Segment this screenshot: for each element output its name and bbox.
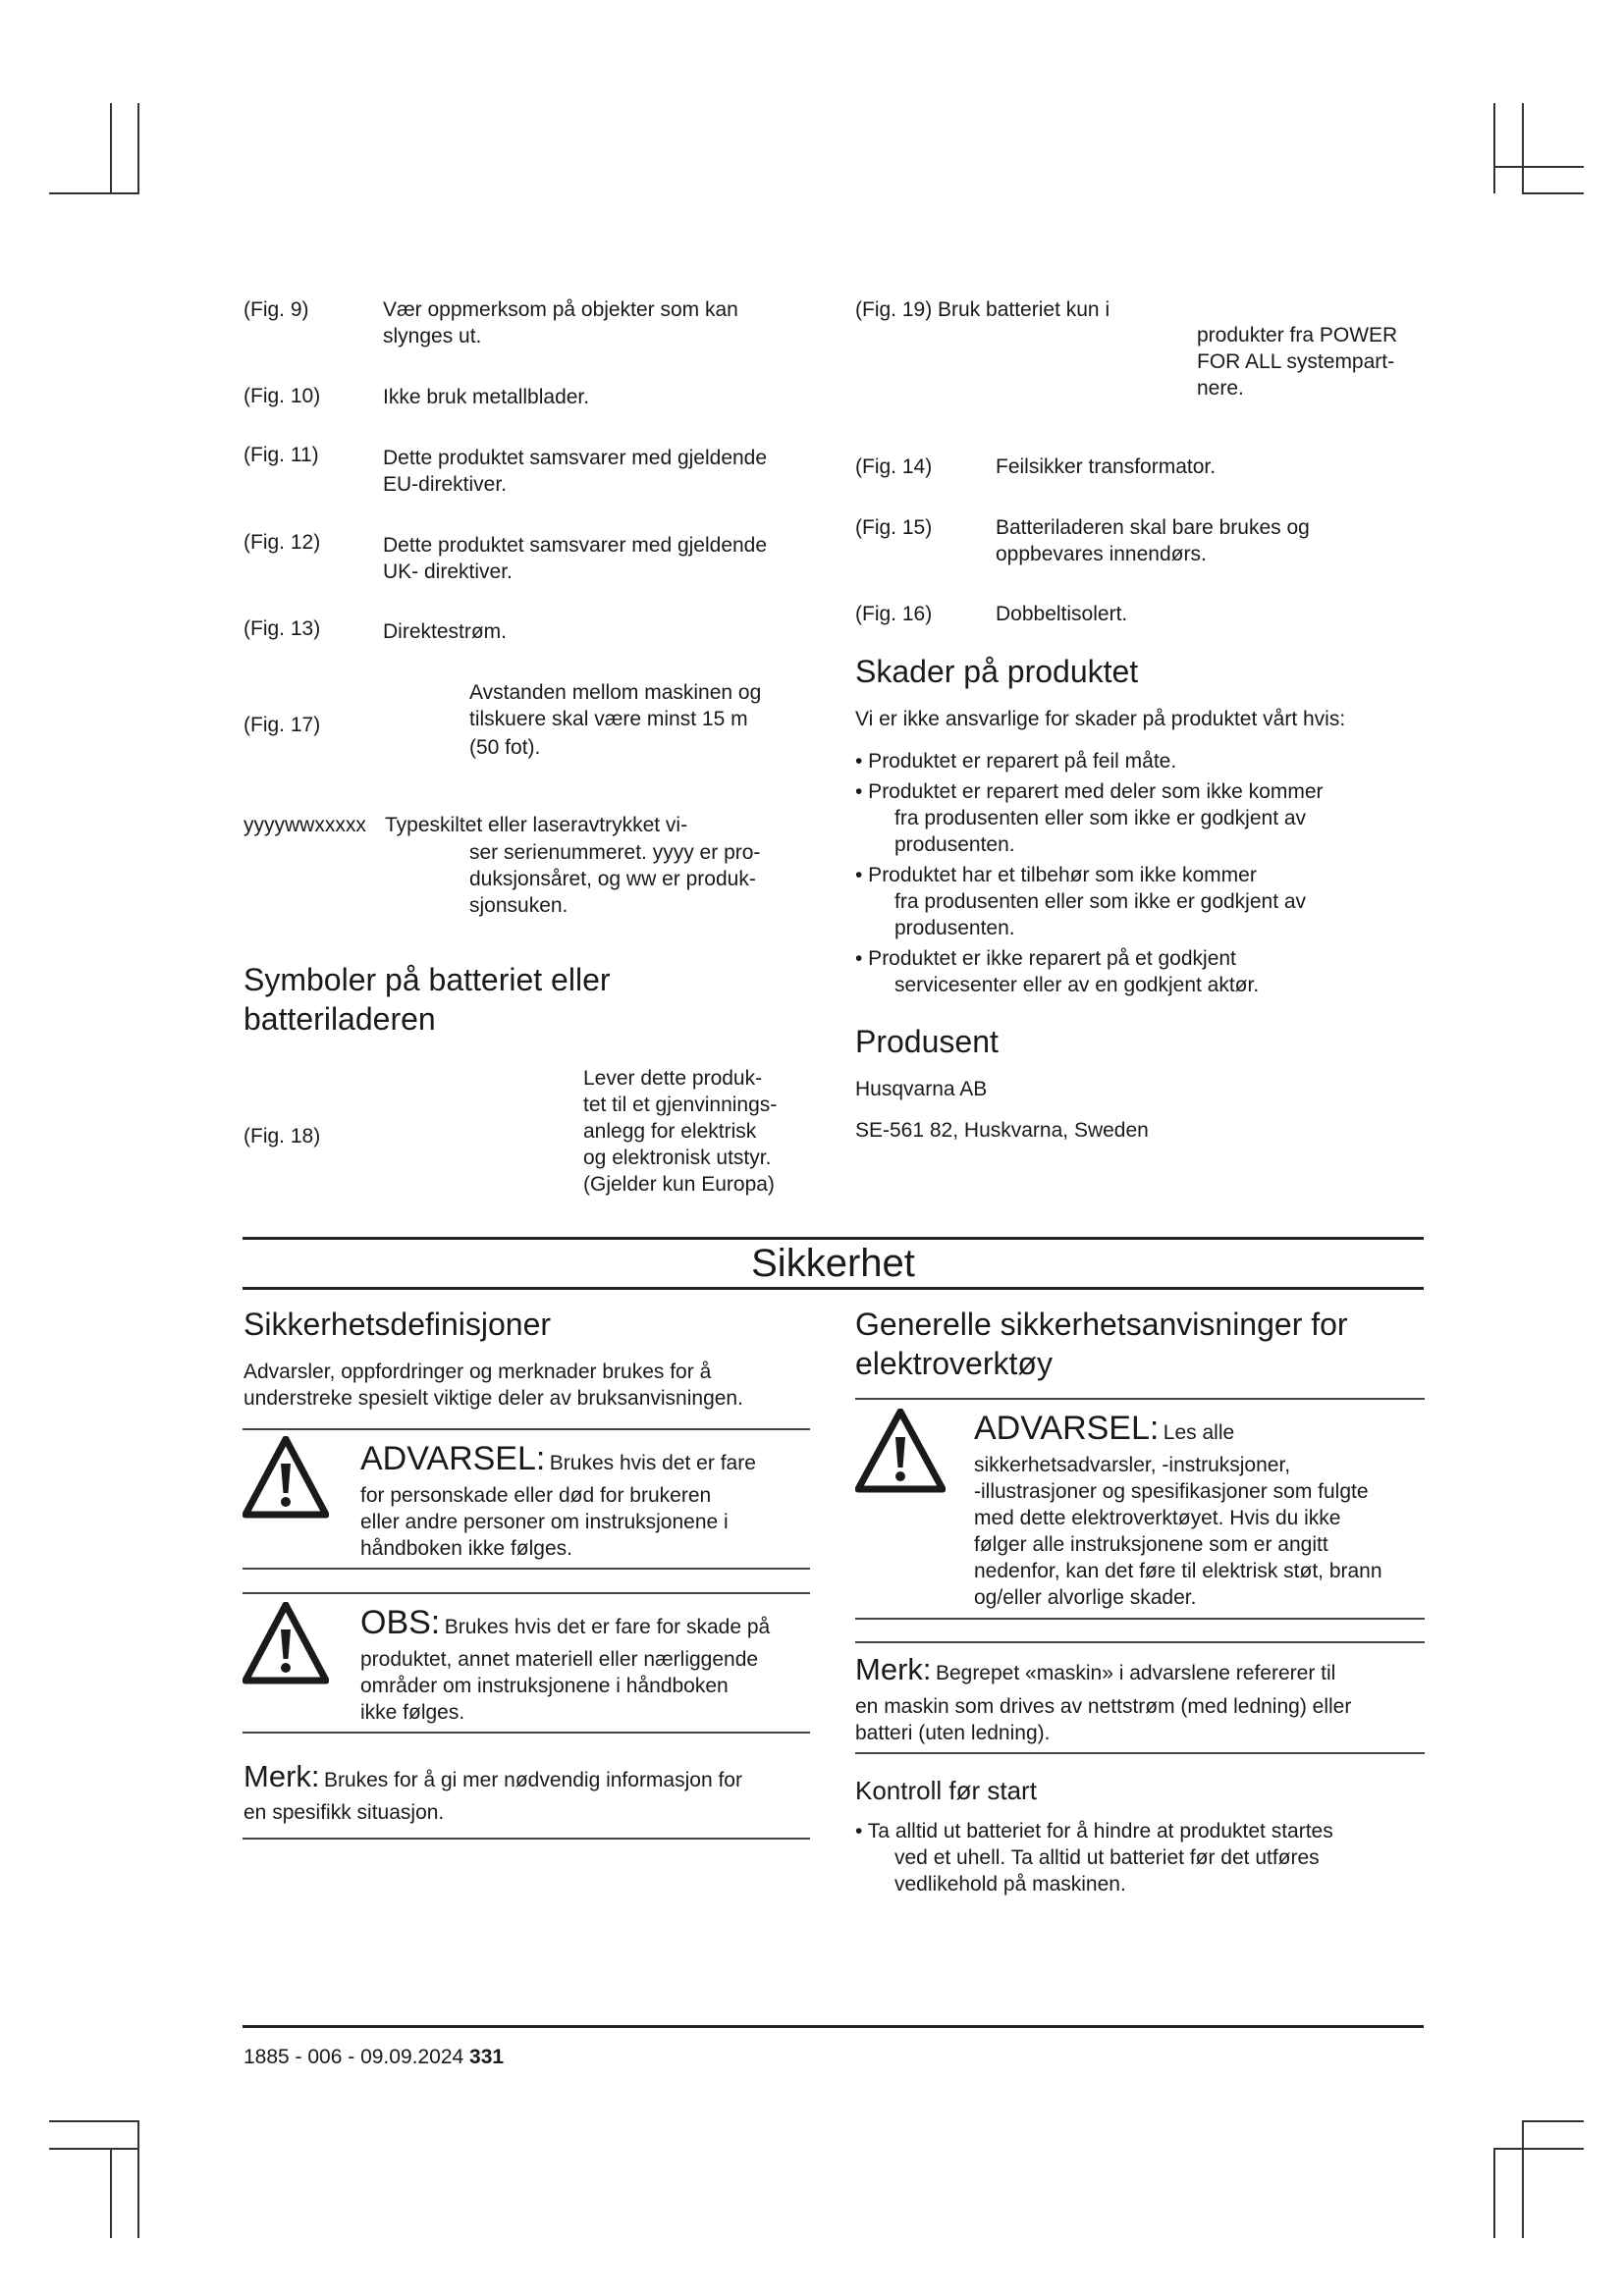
- list-item: • Produktet er reparert med deler som ikke kommer fra produsenten eller som ikke er godkjent av produsenten.: [855, 780, 1324, 856]
- safety-definitions-intro: Advarsler, oppfordringer og merknader brukes for å understreke spesielt viktige deler av bruksanvisningen.: [244, 1361, 743, 1410]
- crop-mark: [49, 192, 139, 194]
- fig-18-label: (Fig. 18): [244, 1125, 321, 1148]
- merk-block-right: Merk: Begrepet «maskin» i advarslene refererer til en maskin som drives av nettstrøm (med ledning) eller batteri (uten ledning).: [855, 1652, 1352, 1744]
- warning-block-left: ADVARSEL: Brukes hvis det er fare for personskade eller død for brukeren eller andre personer om instruksjonene i håndboken ikke følges.: [360, 1440, 756, 1560]
- fig-19-label: (Fig. 19) Bruk batteriet kun i: [855, 298, 1110, 321]
- crop-mark: [49, 2120, 139, 2122]
- fig-11-text: Dette produktet samsvarer med gjeldende EU-direktiver.: [383, 447, 768, 496]
- warning-triangle-icon: [855, 1409, 946, 1493]
- divider: [243, 1838, 810, 1840]
- damage-heading: Skader på produktet: [855, 654, 1139, 689]
- section-rule-bottom: [243, 1287, 1424, 1290]
- divider: [243, 1428, 810, 1430]
- footer-doc-id: 1885 - 006 - 09.09.2024: [244, 2046, 464, 2068]
- producer-name: Husqvarna AB: [855, 1078, 988, 1100]
- warning-triangle-icon: [243, 1602, 329, 1684]
- fig-13-text: Direktestrøm.: [383, 620, 507, 643]
- divider: [855, 1618, 1425, 1620]
- fig-9-text: Vær oppmerksom på objekter som kan slynges ut.: [383, 298, 738, 347]
- crop-mark: [1522, 192, 1584, 194]
- fig-16-label: (Fig. 16): [855, 603, 933, 625]
- fig-10-text: Ikke bruk metallblader.: [383, 386, 590, 408]
- safety-definitions-heading: Sikkerhetsdefinisjoner: [244, 1307, 552, 1342]
- serial-code: yyyywwxxxxx: [244, 814, 366, 836]
- fig-17-label: (Fig. 17): [244, 714, 321, 736]
- crop-mark: [110, 2148, 112, 2238]
- fig-9-label: (Fig. 9): [244, 298, 309, 321]
- warning-triangle-icon: [243, 1436, 329, 1519]
- serial-text: ser serienummeret. yyyy er pro- duksjonsåret, og ww er produk- sjonsuken.: [469, 841, 761, 917]
- list-item: • Produktet er ikke reparert på et godkjent servicesenter eller av en godkjent aktør.: [855, 947, 1260, 996]
- divider: [243, 1592, 810, 1594]
- fig-12-text: Dette produktet samsvarer med gjeldende UK- direktiver.: [383, 534, 768, 583]
- warning-title: ADVARSEL:: [360, 1440, 546, 1477]
- damage-intro: Vi er ikke ansvarlige for skader på produktet vårt hvis:: [855, 708, 1346, 730]
- warning-block-right: ADVARSEL: Les alle sikkerhetsadvarsler, -instruksjoner, -illustrasjoner og spesifikasjoner som fulgte med dette elektroverktøyet. Hvis du ikke følger alle instruksjonene som er angitt nedenfor, kan det føre til elektrisk støt, brann og/eller alvorlige skader.: [974, 1410, 1382, 1609]
- fig-14-text: Feilsikker transformator.: [996, 455, 1217, 478]
- fig-15-label: (Fig. 15): [855, 516, 933, 539]
- check-before-start-heading: Kontroll før start: [855, 1776, 1037, 1805]
- page-number: 331: [469, 2046, 505, 2068]
- damage-bullet-list: [855, 748, 1324, 998]
- fig-15-text: Batteriladeren skal bare brukes og oppbevares innendørs.: [996, 516, 1310, 565]
- crop-mark: [1493, 2148, 1495, 2238]
- divider: [243, 1732, 810, 1734]
- crop-mark: [1522, 103, 1524, 193]
- producer-heading: Produsent: [855, 1024, 999, 1059]
- list-item: • Produktet har et tilbehør som ikke kommer fra produsenten eller som ikke er godkjent av produsenten.: [855, 864, 1307, 939]
- fig-14-label: (Fig. 14): [855, 455, 933, 478]
- list-item: • Produktet er reparert på feil måte.: [855, 750, 1177, 773]
- serial-text-first: Typeskiltet eller laseravtrykket vi-: [385, 814, 688, 836]
- fig-11-label: (Fig. 11): [244, 444, 319, 466]
- section-title: Sikkerhet: [751, 1242, 915, 1285]
- fig-13-label: (Fig. 13): [244, 617, 321, 640]
- crop-mark: [110, 103, 112, 193]
- fig-12-label: (Fig. 12): [244, 531, 321, 554]
- fig-16-text: Dobbeltisolert.: [996, 603, 1128, 625]
- fig-17-text: Avstanden mellom maskinen og tilskuere skal være minst 15 m (50 fot).: [469, 681, 762, 759]
- fig-19-text: produkter fra POWER FOR ALL systempart- nere.: [1197, 324, 1398, 400]
- crop-mark: [1493, 2148, 1584, 2150]
- crop-mark: [49, 2148, 139, 2150]
- check-bullet: [855, 1818, 1333, 1897]
- producer-address: SE-561 82, Huskvarna, Sweden: [855, 1119, 1149, 1142]
- crop-mark: [137, 2120, 139, 2238]
- list-item: • Ta alltid ut batteriet for å hindre at produktet startes ved et uhell. Ta alltid ut batteriet før det utføres vedlikehold på maskinen.: [855, 1820, 1333, 1896]
- fig-10-label: (Fig. 10): [244, 385, 321, 407]
- divider: [855, 1641, 1425, 1643]
- fig-18-text: Lever dette produk- tet til et gjenvinnings- anlegg for elektrisk og elektronisk utstyr. (Gjelder kun Europa): [583, 1067, 778, 1196]
- obs-title: OBS:: [360, 1604, 441, 1641]
- merk-block-left: Merk: Brukes for å gi mer nødvendig informasjon for en spesifikk situasjon.: [244, 1759, 742, 1824]
- divider: [855, 1398, 1425, 1400]
- crop-mark: [1522, 2120, 1524, 2238]
- divider: [243, 1568, 810, 1570]
- general-safety-heading: Generelle sikkerhetsanvisninger for elektroverktøy: [855, 1307, 1348, 1381]
- footer-rule: [243, 2025, 1424, 2028]
- crop-mark: [1522, 2120, 1584, 2122]
- merk-title: Merk:: [244, 1759, 320, 1793]
- divider: [855, 1752, 1425, 1754]
- obs-block: OBS: Brukes hvis det er fare for skade på produktet, annet materiell eller nærliggende områder om instruksjonene i håndboken ikke følges.: [360, 1604, 771, 1724]
- merk-title: Merk:: [855, 1652, 932, 1686]
- crop-mark: [1493, 103, 1495, 193]
- symbols-heading: Symboler på batteriet eller batteriladeren: [244, 962, 611, 1037]
- warning-title: ADVARSEL:: [974, 1410, 1160, 1447]
- crop-mark: [137, 103, 139, 193]
- footer: [244, 2044, 504, 2070]
- crop-mark: [1493, 166, 1584, 168]
